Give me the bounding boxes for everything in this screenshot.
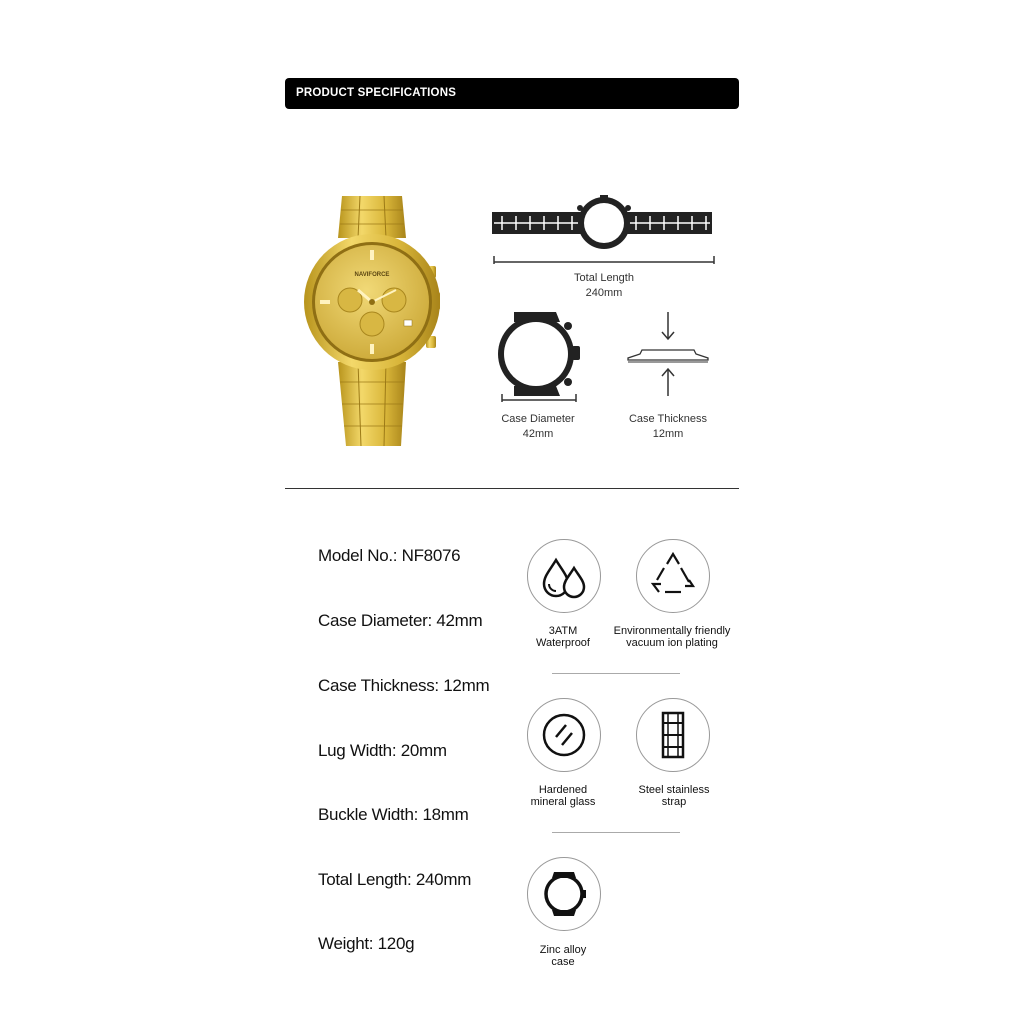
total-length-diagram [488,194,720,268]
case-thickness-label: Case Thickness [628,413,708,425]
case-diameter-caption [478,412,598,442]
spec-case-diameter: Case Diameter: 42mm [318,611,483,630]
case-diameter-label: Case Diameter [501,413,575,425]
feature-glass-line1: Hardened [538,784,588,796]
case-thickness-caption [608,412,728,442]
watch-case-icon [527,857,601,931]
spec-weight: Weight: 120g [318,934,415,953]
section-divider [285,488,739,489]
feature-case-label [513,944,613,968]
spec-case-thickness: Case Thickness: 12mm [318,676,490,695]
product-watch-image [300,190,445,452]
feature-plating-line1: Environmentally friendly [613,625,731,637]
total-length-label: Total Length [574,272,634,284]
case-diameter-diagram [494,308,586,404]
total-length-value: 240mm [585,287,623,299]
feature-case-line2: case [551,956,575,968]
feature-glass-label [513,784,613,808]
recycle-icon [636,539,710,613]
case-diameter-value: 42mm [522,428,554,440]
spec-lug-width: Lug Width: 20mm [318,741,447,760]
feature-separator [552,673,680,674]
case-thickness-diagram [624,310,712,398]
feature-waterproof-line1: 3ATM [548,625,578,637]
spec-model: Model No.: NF8076 [318,546,461,565]
water-drops-icon [527,539,601,613]
feature-waterproof-line2: Waterproof [535,637,590,649]
spec-total-length: Total Length: 240mm [318,870,472,889]
section-header [285,78,739,109]
feature-waterproof-label [513,625,613,649]
feature-case-line1: Zinc alloy [539,944,587,956]
brand-logo: NAVIFORCE [354,272,390,278]
section-title: PRODUCT SPECIFICATIONS [296,87,457,99]
feature-glass-line2: mineral glass [530,796,596,808]
feature-strap-line1: Steel stainless [638,784,710,796]
case-thickness-value: 12mm [652,428,684,440]
total-length-caption [544,271,664,301]
feature-plating-label [604,625,740,649]
strap-icon [636,698,710,772]
feature-plating-line2: vacuum ion plating [626,637,718,649]
feature-separator [552,832,680,833]
glass-icon [527,698,601,772]
feature-strap-label [624,784,724,808]
feature-strap-line2: strap [661,796,687,808]
spec-buckle-width: Buckle Width: 18mm [318,805,469,824]
